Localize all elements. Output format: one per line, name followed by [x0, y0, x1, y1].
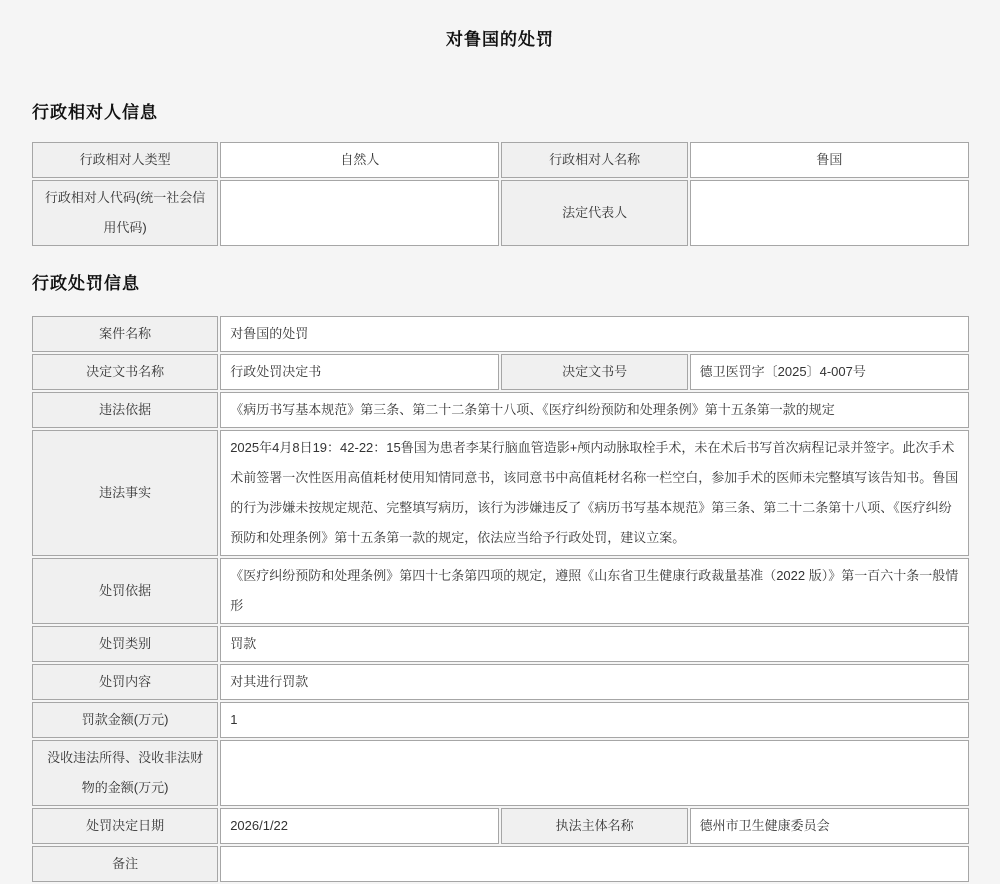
- fine-amount-label: 罚款金额(万元): [32, 702, 218, 738]
- penalty-info-table: [30, 314, 971, 884]
- table-row: [32, 142, 969, 178]
- penalty-category-value: 罚款: [220, 626, 969, 662]
- table-row: [32, 316, 969, 352]
- table-row: [32, 558, 969, 624]
- penalty-basis-label: 处罚依据: [32, 558, 218, 624]
- authority-value: 德州市卫生健康委员会: [690, 808, 969, 844]
- page-title: 对鲁国的处罚: [446, 30, 554, 49]
- legal-rep-label: 法定代表人: [501, 180, 687, 246]
- table-row: [32, 702, 969, 738]
- case-name-label: 案件名称: [32, 316, 218, 352]
- table-row: [32, 808, 969, 844]
- section-heading-party: 行政相对人信息: [32, 103, 158, 122]
- table-row: [32, 354, 969, 390]
- table-row: [32, 430, 969, 556]
- section-heading-penalty: 行政处罚信息: [32, 274, 140, 293]
- authority-label: 执法主体名称: [501, 808, 687, 844]
- violation-facts-value: 2025年4月8日19：42-22：15鲁国为患者李某行脑血管造影+颅内动脉取栓手术，未在术后书写首次病程记录并签字。此次手术术前签署一次性医用高值耗材使用知情同意书，该同意书中高值耗材名称一栏空白，参加手术的医师未完整填写该告知书。鲁国的行为涉嫌未按规定规范、完整填写病历，该行为涉嫌违反了《病历书写基本规范》第三条、第二十二条第十八项、《医疗纠纷预防和处理条例》第十五条第一款的规定，依法应当给予行政处罚，建议立案。: [220, 430, 969, 556]
- table-row: [32, 740, 969, 806]
- decision-doc-no-label: 决定文书号: [501, 354, 687, 390]
- decision-date-label: 处罚决定日期: [32, 808, 218, 844]
- decision-doc-name-value: 行政处罚决定书: [220, 354, 499, 390]
- table-row: [32, 664, 969, 700]
- party-info-table: [30, 140, 971, 248]
- legal-rep-value: [690, 180, 969, 246]
- decision-date-value: 2026/1/22: [220, 808, 499, 844]
- penalty-category-label: 处罚类别: [32, 626, 218, 662]
- table-row: [32, 392, 969, 428]
- violation-basis-value: 《病历书写基本规范》第三条、第二十二条第十八项、《医疗纠纷预防和处理条例》第十五条第一款的规定: [220, 392, 969, 428]
- remarks-value: [220, 846, 969, 882]
- party-type-label: 行政相对人类型: [32, 142, 218, 178]
- party-code-label: 行政相对人代码(统一社会信用代码): [32, 180, 218, 246]
- confiscation-label: 没收违法所得、没收非法财物的金额(万元): [32, 740, 218, 806]
- penalty-content-label: 处罚内容: [32, 664, 218, 700]
- confiscation-value: [220, 740, 969, 806]
- decision-doc-name-label: 决定文书名称: [32, 354, 218, 390]
- decision-doc-no-value: 德卫医罚字〔2025〕4-007号: [690, 354, 969, 390]
- party-name-label: 行政相对人名称: [501, 142, 687, 178]
- penalty-content-value: 对其进行罚款: [220, 664, 969, 700]
- violation-basis-label: 违法依据: [32, 392, 218, 428]
- table-row: [32, 626, 969, 662]
- violation-facts-label: 违法事实: [32, 430, 218, 556]
- fine-amount-value: 1: [220, 702, 969, 738]
- party-name-value: 鲁国: [690, 142, 969, 178]
- party-code-value: [220, 180, 499, 246]
- case-name-value: 对鲁国的处罚: [220, 316, 969, 352]
- remarks-label: 备注: [32, 846, 218, 882]
- table-row: [32, 846, 969, 882]
- party-type-value: 自然人: [220, 142, 499, 178]
- table-row: [32, 180, 969, 246]
- penalty-basis-value: 《医疗纠纷预防和处理条例》第四十七条第四项的规定，遵照《山东省卫生健康行政裁量基准（2022 版）》第一百六十条一般情形: [220, 558, 969, 624]
